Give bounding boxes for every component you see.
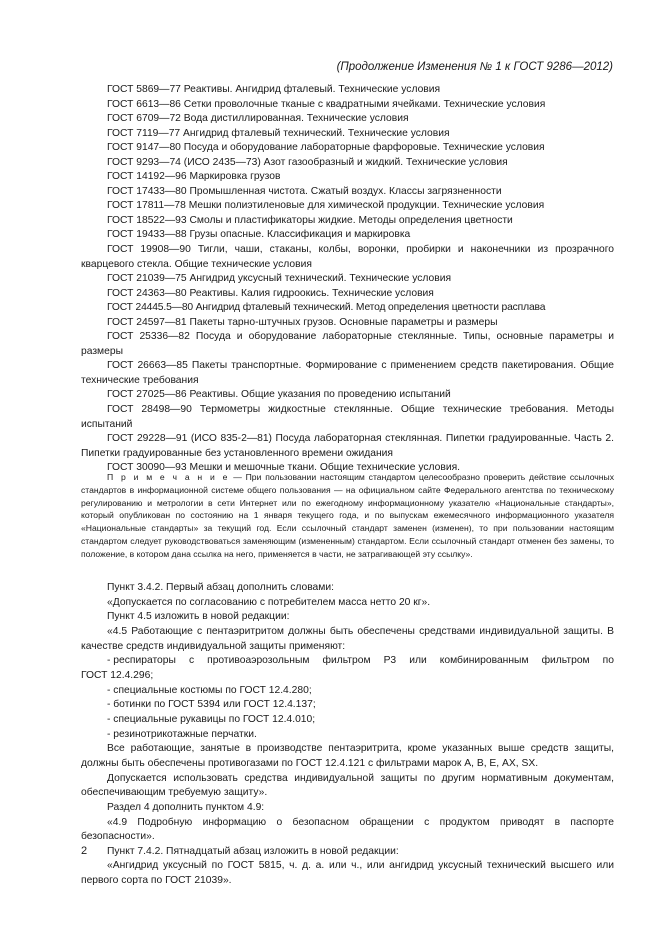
note-label: П р и м е ч а н и е [107, 472, 230, 482]
body-paragraph: «4.9 Подробную информацию о безопасном обращении с продуктом приводят в паспорте безопасности». [81, 816, 614, 843]
body-paragraph: - специальные костюмы по ГОСТ 12.4.280; [107, 684, 312, 696]
row-word: фильтром [322, 655, 371, 667]
note-paragraph [81, 471, 614, 561]
body-paragraph: - резинотрикотажные перчатки. [107, 728, 257, 740]
reference-item: ГОСТ 18522—93 Смолы и пластификаторы жидкие. Методы определения цветности [107, 214, 513, 226]
reference-item: ГОСТ 19433—88 Грузы опасные. Классификация и маркировка [107, 229, 411, 241]
respirator-line [81, 654, 614, 669]
reference-item: ГОСТ 21039—75 Ангидрид уксусный технический. Технические условия [107, 273, 452, 285]
reference-item: ГОСТ 6709—72 Вода дистиллированная. Технические условия [107, 113, 409, 125]
body-paragraph: - ботинки по ГОСТ 5394 или ГОСТ 12.4.137; [107, 699, 316, 711]
page-number: 2 [81, 845, 88, 857]
page-header: (Продолжение Изменения № 1 к ГОСТ 9286—2012) [336, 61, 613, 73]
row-word: Р3 [383, 655, 397, 667]
row-word: противоаэрозольным [207, 655, 310, 667]
body-paragraph: Все работающие, занятые в производстве пентаэритрита, кроме указанных выше средств защиты, должны быть обеспечены противогазами по ГОСТ 12.4.121 с фильтрами марок А, В, Е, АХ, SX. [81, 743, 614, 769]
reference-item: ГОСТ 28498—90 Термометры жидкостные стеклянные. Общие технические требования. Методы испытаний [81, 404, 614, 430]
reference-item: ГОСТ 17811—78 Мешки полиэтиленовые для химической продукции. Технические условия [107, 200, 545, 212]
reference-item: ГОСТ 25336—82 Посуда и оборудование лабораторные стеклянные. Типы, основные параметры и размеры [81, 331, 614, 357]
body-paragraph: - специальные рукавицы по ГОСТ 12.4.010; [107, 713, 316, 725]
body-paragraph: Допускается использовать средства индивидуальной защиты по другим нормативным документам, обеспечивающим требуемую защиту». [81, 772, 614, 799]
reference-item: ГОСТ 24597—81 Пакеты тарно-штучных грузов. Основные параметры и размеры [107, 316, 498, 328]
reference-item: ГОСТ 6613—86 Сетки проволочные тканые с квадратными ячейками. Технические условия [107, 98, 546, 110]
reference-item: ГОСТ 7119—77 Ангидрид фталевый технический. Технические условия [107, 127, 450, 139]
reference-item: ГОСТ 19908—90 Тигли, чаши, стаканы, колбы, воронки, пробирки и наконечники из прозрачного кварцевого стекла. Общие технические условия [81, 244, 614, 270]
row-word: фильтром [541, 655, 590, 667]
row-word: комбинированным [439, 655, 529, 667]
body-paragraph: ГОСТ 12.4.296; [81, 669, 154, 681]
body-paragraph: «Ангидрид уксусный по ГОСТ 5815, ч. д. а. или ч., или ангидрид уксусный технический высшего или первого сорта по ГОСТ 21039». [81, 860, 614, 887]
body-paragraph: Раздел 4 дополнить пунктом 4.9: [107, 801, 265, 813]
reference-item: ГОСТ 26663—85 Пакеты транспортные. Формирование с применением средств пакетирования. Общие технические требования [81, 360, 614, 386]
body-paragraph: Пункт 4.5 изложить в новой редакции: [107, 611, 290, 623]
row-word: - респираторы [107, 655, 176, 667]
body-paragraph: Пункт 7.4.2. Пятнадцатый абзац изложить в новой редакции: [107, 845, 399, 857]
reference-item: ГОСТ 24445.5—80 Ангидрид фталевый технический. Метод определения цветности расплава [107, 302, 546, 314]
body-paragraph: «Допускается по согласованию с потребителем масса нетто 20 кг». [107, 596, 431, 608]
reference-item: ГОСТ 24363—80 Реактивы. Калия гидроокись. Технические условия [107, 287, 434, 299]
row-word: или [409, 655, 427, 667]
reference-item: ГОСТ 9147—80 Посуда и оборудование лабораторные фарфоровые. Технические условия [107, 142, 545, 154]
reference-item: ГОСТ 5869—77 Реактивы. Ангидрид фталевый. Технические условия [107, 84, 441, 95]
reference-item: ГОСТ 14192—96 Маркировка грузов [107, 171, 281, 183]
note-text: — При пользовании настоящим стандартом целесообразно проверить действие ссылочных стандартов в информационной системе общего пользования — на официальном сайте Федерального агентства по техническому регулированию и метрологии в сети Интернет или по ежегодному информационному указателю «Национальные стандарты», который опубликован по состоянию на 1 января текущего года, и по выпускам ежемесячного информационного указателя «Национальные стандарты» за текущий год. Если ссылочный стандарт заменен (изменен), то при пользовании настоящим стандартом следует руководствоваться заменяющим (измененным) стандартом. Если ссылочный стандарт отменен без замены, то положение, в котором дана ссылка на него, применяется в части, не затрагивающей эту ссылку». [81, 472, 615, 559]
body-paragraph: «4.5 Работающие с пентаэритритом должны быть обеспечены средствами индивидуальной защиты. В качестве средств индивидуальной защиты применяют: [81, 625, 614, 652]
row-word: по [602, 655, 614, 667]
reference-item: ГОСТ 17433—80 Промышленная чистота. Сжатый воздух. Классы загрязненности [107, 185, 502, 197]
row-word: с [188, 655, 195, 667]
reference-item: ГОСТ 27025—86 Реактивы. Общие указания по проведению испытаний [107, 389, 451, 401]
body-paragraph: Пункт 3.4.2. Первый абзац дополнить словами: [107, 582, 334, 593]
reference-item: ГОСТ 9293—74 (ИСО 2435—73) Азот газообразный и жидкий. Технические условия [107, 156, 508, 168]
references-list [81, 83, 614, 476]
reference-item: ГОСТ 29228—91 (ИСО 835-2—81) Посуда лабораторная стеклянная. Пипетки градуированные. Часть 2. Пипетки градуированные без установленного времени ожидания [81, 433, 614, 459]
reference-item: ГОСТ 30090—93 Мешки и мешочные ткани. Общие технические условия. [107, 462, 461, 474]
amendment-body [81, 581, 614, 889]
